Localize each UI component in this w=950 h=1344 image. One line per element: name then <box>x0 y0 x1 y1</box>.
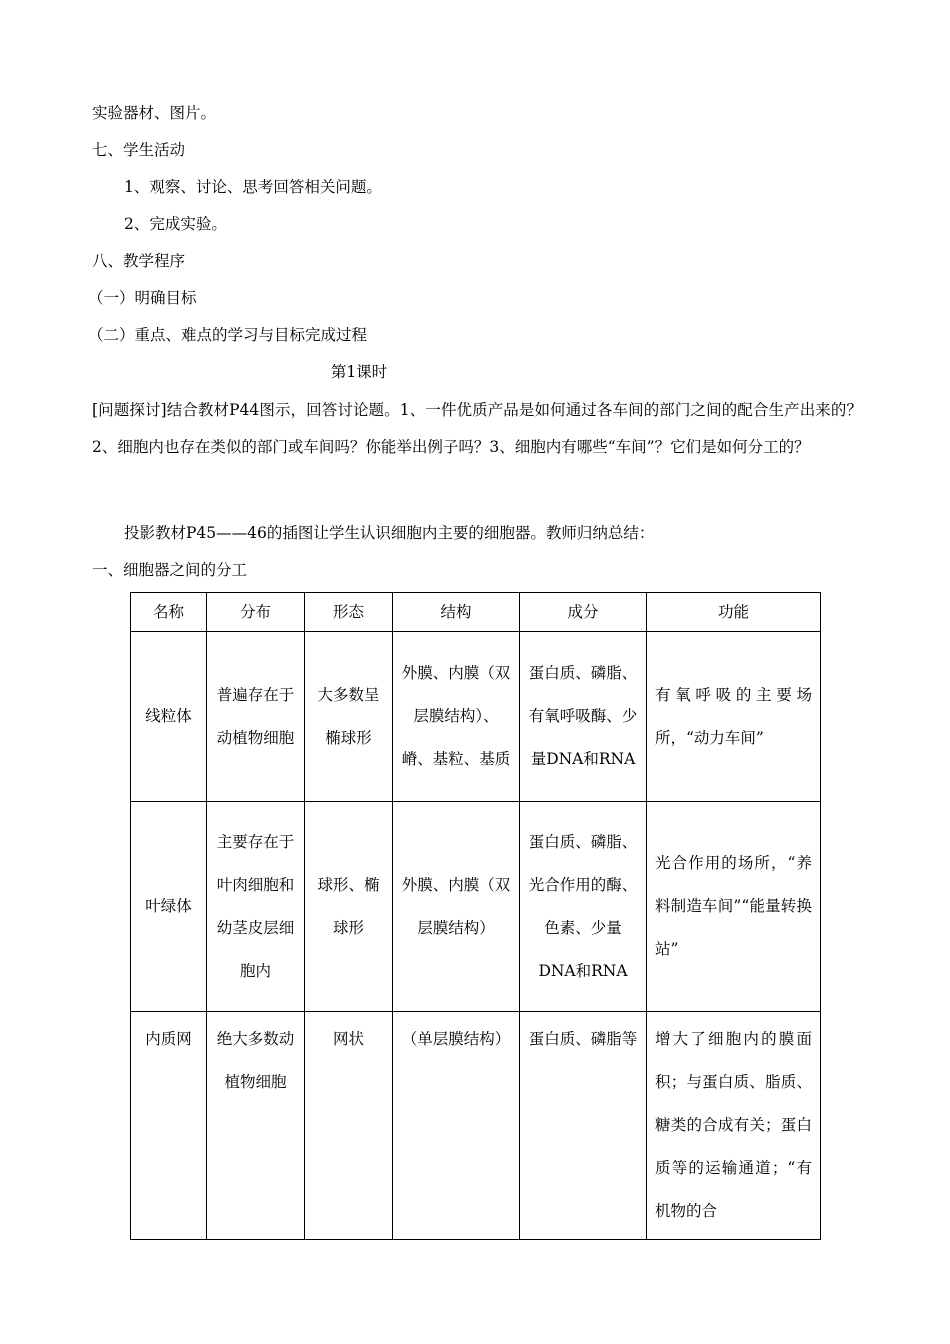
cell-function: 有氧呼吸的主要场所，“动力车间” <box>647 632 821 802</box>
cell-name: 线粒体 <box>131 632 207 802</box>
cell-composition: 蛋白质、磷脂等 <box>520 1012 647 1240</box>
table-row <box>131 1012 821 1240</box>
header-structure: 结构 <box>393 593 520 632</box>
header-composition: 成分 <box>520 593 647 632</box>
organelle-table <box>130 592 821 1240</box>
cell-structure: 外膜、内膜（双层膜结构） <box>393 802 520 1012</box>
projection-line: 投影教材P45——46的插图让学生认识细胞内主要的细胞器。教师归纳总结： <box>124 524 655 542</box>
subheading-goals: （一）明确目标 <box>88 289 197 307</box>
cell-shape: 网状 <box>305 1012 393 1240</box>
cell-function: 光合作用的场所，“养料制造车间”“能量转换站” <box>647 802 821 1012</box>
cell-name: 内质网 <box>131 1012 207 1240</box>
table-row <box>131 802 821 1012</box>
header-shape: 形态 <box>305 593 393 632</box>
heading-student-activities: 七、学生活动 <box>92 141 186 159</box>
table-row <box>131 632 821 802</box>
header-function: 功能 <box>647 593 821 632</box>
cell-function: 增大了细胞内的膜面积；与蛋白质、脂质、糖类的合成有关；蛋白质等的运输通道；“有机物的合 <box>647 1012 821 1240</box>
cell-structure: （单层膜结构） <box>393 1012 520 1240</box>
cell-shape: 球形、椭球形 <box>305 802 393 1012</box>
cell-structure: 外膜、内膜（双层膜结构）、嵴、基粒、基质 <box>393 632 520 802</box>
lesson-title: 第1课时 <box>330 363 388 381</box>
cell-composition: 蛋白质、磷脂、光合作用的酶、色素、少量DNA和RNA <box>520 802 647 1012</box>
table-header-row <box>131 593 821 632</box>
activity-item-2: 2、完成实验。 <box>124 215 227 233</box>
cell-composition: 蛋白质、磷脂、有氧呼吸酶、少量DNA和RNA <box>520 632 647 802</box>
header-distribution: 分布 <box>207 593 305 632</box>
section-title: 一、细胞器之间的分工 <box>92 561 248 579</box>
materials-line: 实验器材、图片。 <box>92 104 217 122</box>
cell-shape: 大多数呈椭球形 <box>305 632 393 802</box>
subheading-key-points: （二）重点、难点的学习与目标完成过程 <box>88 326 368 344</box>
cell-distribution: 主要存在于叶肉细胞和幼茎皮层细胞内 <box>207 802 305 1012</box>
activity-item-1: 1、观察、讨论、思考回答相关问题。 <box>124 178 382 196</box>
header-name: 名称 <box>131 593 207 632</box>
cell-distribution: 绝大多数动植物细胞 <box>207 1012 305 1240</box>
cell-name: 叶绿体 <box>131 802 207 1012</box>
cell-distribution: 普遍存在于动植物细胞 <box>207 632 305 802</box>
problem-discussion-paragraph: [问题探讨]结合教材P44图示，回答讨论题。1、一件优质产品是如何通过各车间的部门之间的配合生产出来的？2、细胞内也存在类似的部门或车间吗？你能举出例子吗？3、细胞内有哪些“车间”？它们是如何分工的？ <box>92 401 862 456</box>
heading-teaching-procedure: 八、教学程序 <box>92 252 186 270</box>
